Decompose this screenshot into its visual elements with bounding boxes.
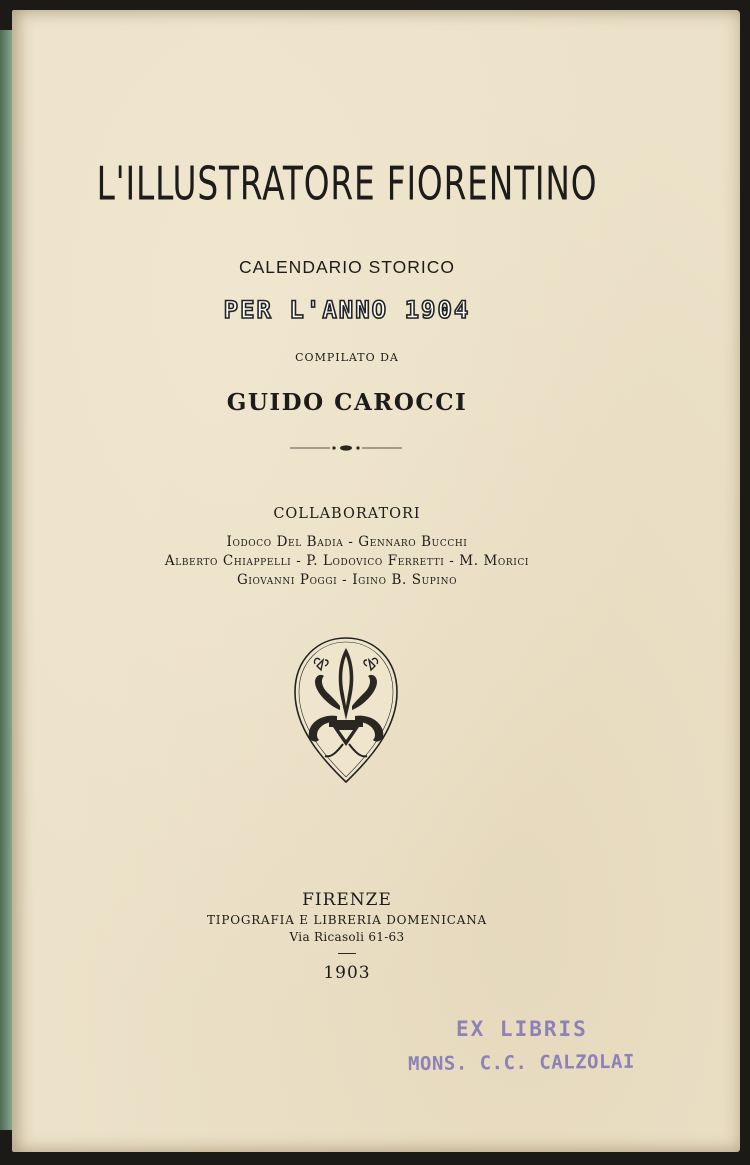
publication-city: FIRENZE xyxy=(302,890,392,910)
year-line: PER L'ANNO 1904 xyxy=(223,296,471,324)
collaborators-line: Alberto Chiappelli - P. Lodovico Ferretti - M. Morici xyxy=(164,553,530,569)
publisher-name: TIPOGRAFIA E LIBRERIA DOMENICANA xyxy=(206,913,487,927)
ex-libris-stamp-line1: EX LIBRIS xyxy=(456,1017,588,1041)
collaborators-line: Giovanni Poggi - Igino B. Supino xyxy=(236,572,458,588)
author-name: GUIDO CAROCCI xyxy=(226,389,468,416)
divider-ornament-icon xyxy=(290,442,402,454)
ex-libris-stamp-line2: MONS. C.C. CALZOLAI xyxy=(407,1050,635,1076)
compiled-by-label: COMPILATO DA xyxy=(295,351,399,364)
publication-year: 1903 xyxy=(323,963,371,983)
book-subtitle: CALENDARIO STORICO xyxy=(238,257,456,277)
collaborators-line: Iodoco Del Badia - Gennaro Bucchi xyxy=(226,534,468,550)
book-title: L'ILLUSTRATORE FIORENTINO xyxy=(96,158,598,211)
publisher-address: Via Ricasoli 61-63 xyxy=(289,930,405,944)
florentine-lily-shield-icon xyxy=(293,636,399,784)
collaborators-heading: COLLABORATORI xyxy=(273,506,421,522)
divider-dash xyxy=(338,953,356,954)
title-page xyxy=(12,10,740,1152)
